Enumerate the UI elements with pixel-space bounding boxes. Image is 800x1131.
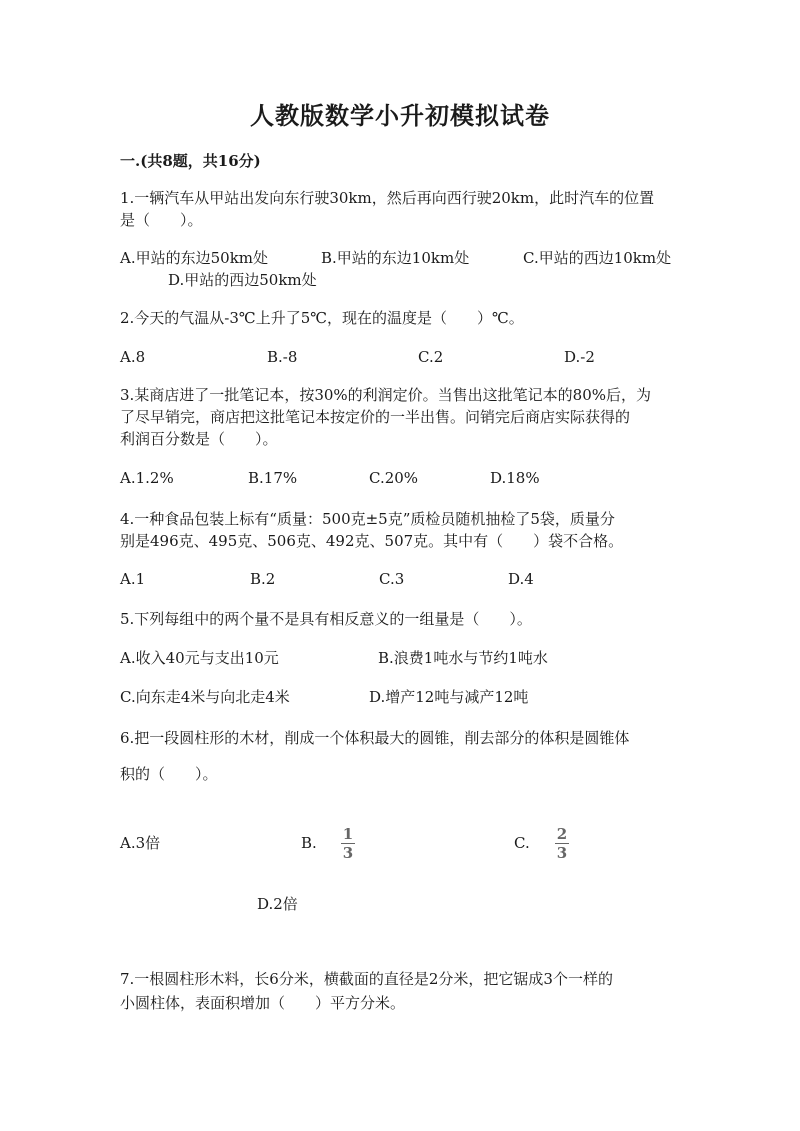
q3-option-c: C.20%	[369, 469, 419, 487]
q6-stem-line2: 积的（ ）。	[120, 765, 218, 783]
q7-stem-line1: 7.一根圆柱形木料，长6分米，横截面的直径是2分米，把它锯成3个一样的	[120, 970, 613, 988]
q4-option-d: D.4	[508, 570, 534, 588]
q6-option-d: D.2倍	[257, 895, 298, 913]
q1-option-b: B.甲站的东边10km处	[321, 249, 470, 267]
q5-option-d: D.增产12吨与减产12吨	[369, 688, 529, 706]
q3-stem-line2: 了尽早销完，商店把这批笔记本按定价的一半出售。问销完后商店实际获得的	[120, 408, 631, 426]
q3-option-a: A.1.2%	[120, 469, 174, 487]
q6-option-b-numerator: 1	[342, 825, 354, 843]
q6-option-c-numerator: 2	[556, 825, 568, 843]
q5-option-c: C.向东走4米与向北走4米	[120, 688, 290, 706]
q4-stem-line2: 别是496克、495克、506克、492克、507克。其中有（ ）袋不合格。	[120, 532, 624, 550]
q6-option-c-label: C.	[514, 834, 530, 852]
page-title: 人教版数学小升初模拟试卷	[250, 101, 550, 130]
q6-option-c-denominator: 3	[556, 844, 568, 862]
q3-stem-line3: 利润百分数是（ ）。	[120, 430, 278, 448]
q6-option-c-fraction	[555, 826, 569, 861]
q3-option-b: B.17%	[248, 469, 298, 487]
q6-option-b-fraction	[341, 826, 355, 861]
q5-option-b: B.浪费1吨水与节约1吨水	[378, 649, 548, 667]
q5-option-a: A.收入40元与支出10元	[120, 649, 279, 667]
q6-option-b-label: B.	[301, 834, 317, 852]
q1-option-d: D.甲站的西边50km处	[168, 271, 317, 289]
q7-stem-line2: 小圆柱体，表面积增加（ ）平方分米。	[120, 994, 406, 1012]
q2-option-a: A.8	[120, 348, 146, 366]
q5-stem: 5.下列每组中的两个量不是具有相反意义的一组量是（ ）。	[120, 610, 532, 628]
q6-option-a: A.3倍	[120, 834, 161, 852]
q2-option-d: D.-2	[564, 348, 595, 366]
q3-option-d: D.18%	[490, 469, 540, 487]
q4-stem-line1: 4.一种食品包装上标有“质量：500克±5克”质检员随机抽检了5袋，质量分	[120, 510, 615, 528]
q1-stem-line2: 是（ ）。	[120, 211, 203, 229]
q2-option-c: C.2	[418, 348, 444, 366]
section-heading: 一.(共8题，共16分)	[120, 152, 261, 170]
q2-option-b: B.-8	[267, 348, 298, 366]
q1-stem-line1: 1.一辆汽车从甲站出发向东行驶30km，然后再向西行驶20km，此时汽车的位置	[120, 189, 655, 207]
q4-option-a: A.1	[120, 570, 146, 588]
q3-stem-line1: 3.某商店进了一批笔记本，按30%的利润定价。当售出这批笔记本的80%后，为	[120, 386, 651, 404]
q1-option-a: A.甲站的东边50km处	[120, 249, 269, 267]
q4-option-c: C.3	[379, 570, 405, 588]
q4-option-b: B.2	[250, 570, 276, 588]
q6-stem-line1: 6.把一段圆柱形的木材，削成一个体积最大的圆锥，削去部分的体积是圆锥体	[120, 729, 630, 747]
q1-option-c: C.甲站的西边10km处	[523, 249, 672, 267]
q2-stem: 2.今天的气温从-3℃上升了5℃，现在的温度是（ ）℃。	[120, 309, 524, 327]
q6-option-b-denominator: 3	[342, 844, 354, 862]
